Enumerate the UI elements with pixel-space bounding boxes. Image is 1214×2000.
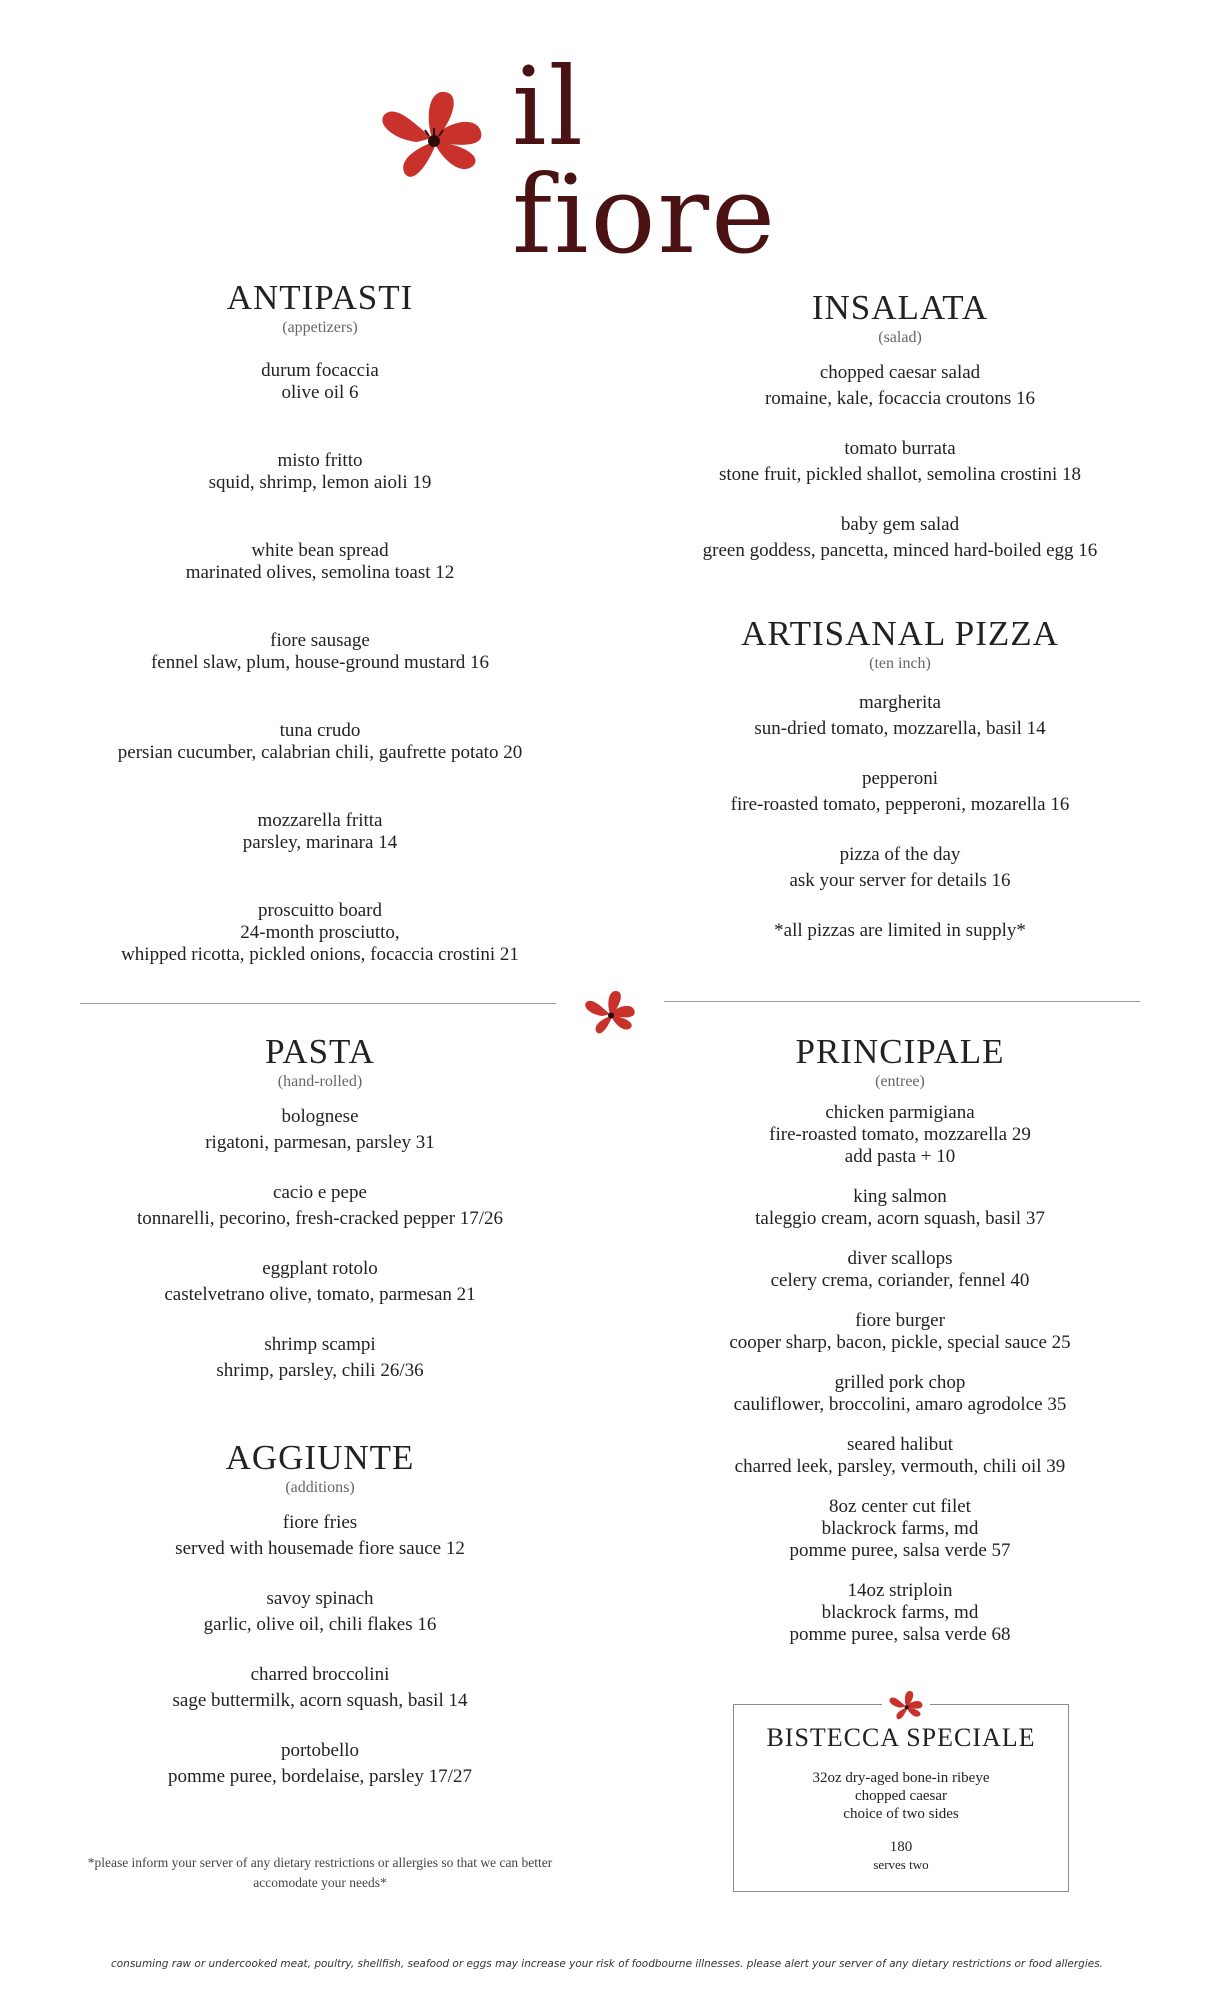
item-name: baby gem salad	[840, 514, 960, 535]
item-line: taleggio cream, acorn squash, basil 37	[755, 1208, 1045, 1229]
menu-item	[60, 360, 580, 404]
section-title: AGGIUNTE	[225, 1438, 415, 1477]
special-title: BISTECCA SPECIALE	[766, 1723, 1036, 1752]
item-name: cacio e pepe	[273, 1182, 367, 1203]
section-title: ANTIPASTI	[226, 278, 414, 317]
section-subtitle: (entree)	[875, 1073, 925, 1090]
section-title: PRINCIPALE	[795, 1032, 1005, 1071]
item-name: white bean spread	[251, 540, 389, 561]
menu-item	[660, 1580, 1140, 1646]
flower-icon	[580, 988, 640, 1036]
item-line: 8oz center cut filet	[829, 1496, 971, 1517]
menu-item	[660, 1102, 1140, 1168]
item-name: chopped caesar salad	[819, 362, 981, 383]
item-name: margherita	[859, 692, 941, 713]
allergy-footnote: *please inform your server of any dietary restrictions or allergies so that we can better accomodate your needs*	[87, 1855, 553, 1890]
special-description	[734, 1769, 1068, 1823]
menu-item	[60, 540, 580, 584]
item-name: proscuitto board	[257, 900, 382, 921]
section-title: ARTISANAL PIZZA	[741, 614, 1059, 653]
menu-item	[660, 1248, 1140, 1292]
item-desc: whipped ricotta, pickled onions, focaccia crostini 21	[121, 944, 519, 965]
item-desc: pomme puree, bordelaise, parsley 17/27	[168, 1766, 472, 1787]
insalata-section	[660, 288, 1140, 562]
item-desc: squid, shrimp, lemon aioli 19	[208, 472, 432, 493]
menu-item	[660, 768, 1140, 816]
item-name: durum focaccia	[261, 360, 379, 381]
logo	[376, 45, 856, 278]
menu-item	[60, 450, 580, 494]
item-name: tuna crudo	[279, 720, 361, 741]
section-subtitle: (additions)	[285, 1479, 355, 1496]
menu-item	[80, 1258, 560, 1306]
menu-item	[80, 1512, 560, 1560]
menu-item	[660, 1186, 1140, 1230]
item-line: 14oz striploin	[847, 1580, 953, 1601]
section-title: INSALATA	[811, 288, 989, 327]
item-line: add pasta + 10	[844, 1146, 956, 1167]
special-line: 32oz dry-aged bone-in ribeye	[812, 1770, 990, 1786]
section-subtitle: (hand-rolled)	[277, 1073, 363, 1090]
item-name: fiore fries	[282, 1512, 358, 1533]
item-desc: ask your server for details 16	[789, 870, 1011, 891]
item-desc: shrimp, parsley, chili 26/36	[216, 1360, 424, 1381]
item-line: fiore burger	[855, 1310, 945, 1331]
menu-item	[660, 1372, 1140, 1416]
item-desc: fennel slaw, plum, house-ground mustard 16	[150, 652, 490, 673]
item-desc: parsley, marinara 14	[242, 832, 398, 853]
menu-item	[80, 1588, 560, 1636]
item-name: tomato burrata	[844, 438, 956, 459]
pizza-section	[660, 614, 1140, 942]
item-line: pomme puree, salsa verde 57	[789, 1540, 1011, 1561]
item-desc: sage buttermilk, acorn squash, basil 14	[172, 1690, 468, 1711]
item-name: portobello	[280, 1740, 360, 1761]
special-serves: serves two	[873, 1857, 929, 1872]
item-desc: served with housemade fiore sauce 12	[175, 1538, 465, 1559]
section-subtitle: (appetizers)	[282, 319, 358, 336]
item-line: pomme puree, salsa verde 68	[789, 1624, 1011, 1645]
item-line: king salmon	[853, 1186, 947, 1207]
item-name: bolognese	[281, 1106, 359, 1127]
item-desc: stone fruit, pickled shallot, semolina crostini 18	[719, 464, 1081, 485]
item-line: seared halibut	[846, 1434, 954, 1455]
divider-right	[664, 1001, 1140, 1002]
section-title: PASTA	[265, 1032, 375, 1071]
principale-section	[660, 1032, 1140, 1646]
flower-icon	[376, 86, 488, 182]
item-name: eggplant rotolo	[262, 1258, 378, 1279]
item-name: misto fritto	[277, 450, 363, 471]
item-line: fire-roasted tomato, mozzarella 29	[769, 1124, 1031, 1145]
item-line: chicken parmigiana	[825, 1102, 975, 1123]
item-line: grilled pork chop	[834, 1372, 966, 1393]
item-desc: castelvetrano olive, tomato, parmesan 21	[164, 1284, 476, 1305]
item-name: charred broccolini	[250, 1664, 390, 1685]
item-line: diver scallops	[847, 1248, 953, 1269]
food-safety-disclaimer: consuming raw or undercooked meat, poultry, shellfish, seafood or eggs may increase your risk of foodbourne illnesses. please alert your server of any dietary restrictions or food allergies.	[110, 1958, 1104, 1970]
item-name: fiore sausage	[270, 630, 370, 651]
menu-item	[660, 1496, 1140, 1562]
item-name: mozzarella fritta	[257, 810, 383, 831]
aggiunte-section	[80, 1438, 560, 1788]
pasta-section	[80, 1032, 560, 1382]
menu-item	[60, 810, 580, 854]
divider-left	[80, 1003, 556, 1004]
menu-item	[660, 692, 1140, 740]
item-line: charred leek, parsley, vermouth, chili oil 39	[734, 1456, 1066, 1477]
item-desc: tonnarelli, pecorino, fresh-cracked pepper 17/26	[136, 1208, 504, 1229]
item-desc: fire-roasted tomato, pepperoni, mozarella 16	[730, 794, 1070, 815]
item-desc: marinated olives, semolina toast 12	[185, 562, 455, 583]
menu-item	[660, 514, 1140, 562]
special-line: chopped caesar	[854, 1788, 948, 1804]
item-desc: romaine, kale, focaccia croutons 16	[764, 388, 1036, 409]
item-name: shrimp scampi	[264, 1334, 376, 1355]
item-desc: garlic, olive oil, chili flakes 16	[203, 1614, 437, 1635]
pizza-note: *all pizzas are limited in supply*	[774, 920, 1026, 941]
special-line: choice of two sides	[843, 1806, 959, 1822]
item-line: cauliflower, broccolini, amaro agrodolce 35	[733, 1394, 1067, 1415]
antipasti-section	[60, 278, 580, 966]
section-subtitle: (salad)	[878, 329, 922, 346]
menu-item	[60, 720, 580, 764]
menu-item	[660, 438, 1140, 486]
item-line: celery crema, coriander, fennel 40	[770, 1270, 1030, 1291]
menu-item	[660, 844, 1140, 892]
item-desc: 24-month prosciutto,	[240, 922, 400, 943]
menu-item	[80, 1106, 560, 1154]
menu-item	[660, 1434, 1140, 1478]
item-desc: olive oil 6	[281, 382, 359, 403]
menu-item	[660, 362, 1140, 410]
item-desc: sun-dried tomato, mozzarella, basil 14	[754, 718, 1046, 739]
item-name: pizza of the day	[839, 844, 961, 865]
item-line: blackrock farms, md	[821, 1602, 979, 1623]
item-name: savoy spinach	[266, 1588, 374, 1609]
item-line: blackrock farms, md	[821, 1518, 979, 1539]
menu-item	[60, 900, 580, 966]
special-box	[733, 1704, 1069, 1892]
item-desc: persian cucumber, calabrian chili, gaufrette potato 20	[117, 742, 523, 763]
menu-item	[80, 1182, 560, 1230]
section-subtitle: (ten inch)	[869, 655, 931, 672]
item-desc: rigatoni, parmesan, parsley 31	[205, 1132, 435, 1153]
menu-item	[80, 1334, 560, 1382]
item-name: pepperoni	[862, 768, 938, 789]
item-desc: green goddess, pancetta, minced hard-boiled egg 16	[702, 540, 1098, 561]
menu-item	[80, 1740, 560, 1788]
brand-name: il fiore	[512, 45, 778, 278]
item-line: cooper sharp, bacon, pickle, special sauce 25	[729, 1332, 1071, 1353]
menu-item	[660, 1310, 1140, 1354]
menu-item	[60, 630, 580, 674]
menu-item	[80, 1664, 560, 1712]
flower-icon	[882, 1689, 930, 1721]
special-price: 180	[889, 1839, 913, 1855]
